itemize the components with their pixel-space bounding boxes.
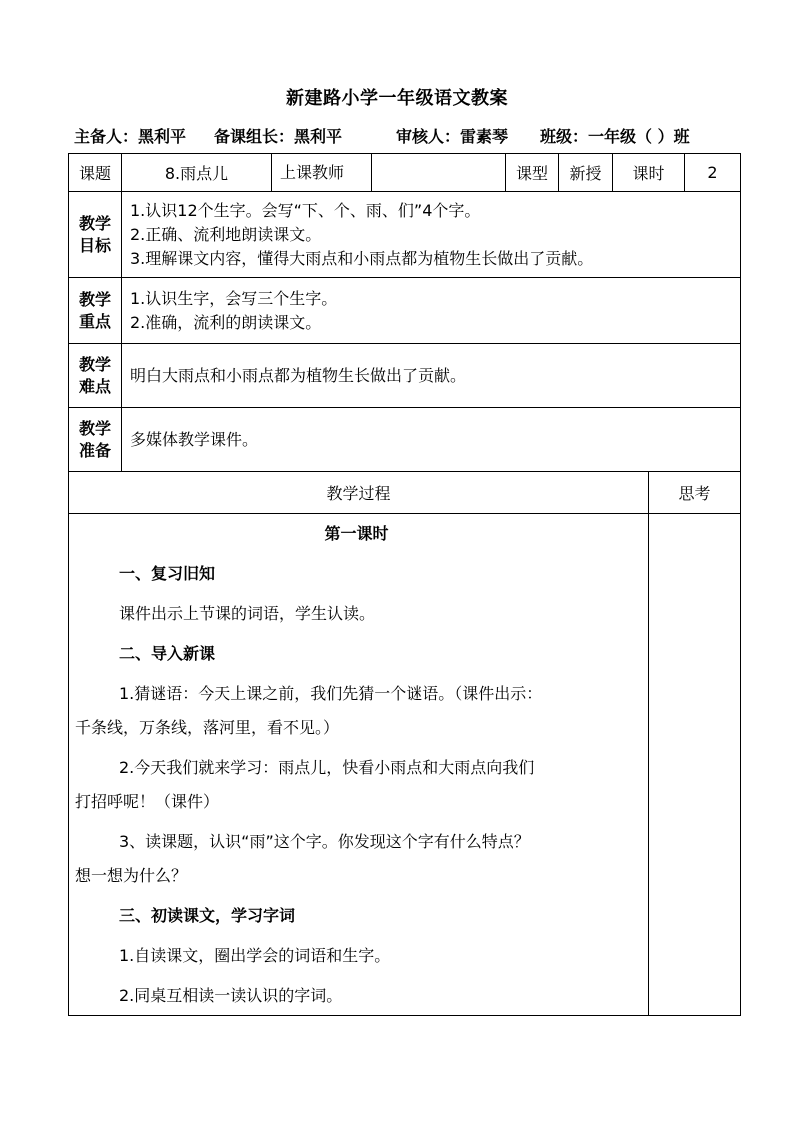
topic-value: 8.雨点儿 [122, 154, 272, 192]
preparation-content: 多媒体教学课件。 [122, 408, 741, 472]
objectives-row [69, 192, 741, 278]
intro-line-2: 打招呼呢！（课件） [75, 792, 220, 811]
reviewer: 审核人：雷素琴 [396, 127, 509, 146]
document-title: 新建路小学一年级语文教案 [286, 88, 508, 109]
process-header: 教学过程 [69, 472, 649, 514]
teacher-label: 上课教师 [272, 154, 372, 192]
reading-step-2: 2.同桌互相读一读认识的字词。 [119, 986, 343, 1005]
objectives-label: 教学 目标 [69, 192, 122, 278]
topic-label: 课题 [69, 154, 122, 192]
riddle-line-1: 1.猜谜语：今天上课之前，我们先猜一个谜语。（课件出示： [119, 684, 543, 703]
process-header-row [69, 472, 741, 514]
hours-value: 2 [685, 154, 741, 192]
group-leader: 备课组长：黑利平 [214, 127, 343, 146]
reflection-header: 思考 [649, 472, 741, 514]
key-points-row [69, 278, 741, 344]
difficulties-row [69, 344, 741, 408]
header-row [69, 154, 741, 192]
lesson-plan-table [68, 153, 741, 1016]
preparation-row [69, 408, 741, 472]
class-info: 班级：一年级（ ）班 [540, 127, 690, 146]
topic-line-1: 3、读课题，认识“雨”这个字。你发现这个字有什么特点？ [119, 832, 530, 851]
type-label: 课型 [506, 154, 559, 192]
type-value: 新授 [559, 154, 613, 192]
section-review-text: 课件出示上节课的词语，学生认读。 [119, 604, 376, 623]
key-points-content: 1.认识生字，会写三个生字。 2.准确，流利的朗读课文。 [122, 278, 741, 344]
key-points-label: 教学 重点 [69, 278, 122, 344]
lesson-title: 第一课时 [324, 524, 389, 543]
section-review-title: 一、复习旧知 [119, 564, 216, 583]
intro-line-1: 2.今天我们就来学习：雨点儿，快看小雨点和大雨点向我们 [119, 758, 535, 777]
objectives-content: 1.认识12个生字。会写“下、个、雨、们”4个字。 2.正确、流利地朗读课文。 3.理解课文内容，懂得大雨点和小雨点都为植物生长做出了贡献。 [122, 192, 741, 278]
topic-line-2: 想一想为什么？ [75, 866, 188, 885]
riddle-line-2: 千条线，万条线，落河里，看不见。） [75, 718, 340, 737]
section-reading-title: 三、初读课文，学习字词 [119, 906, 296, 925]
difficulties-label: 教学 难点 [69, 344, 122, 408]
preparation-label: 教学 准备 [69, 408, 122, 472]
process-content [69, 514, 649, 1016]
teacher-value [372, 154, 506, 192]
preparer: 主备人：黑利平 [74, 127, 187, 146]
section-intro-title: 二、导入新课 [119, 644, 216, 663]
difficulties-content: 明白大雨点和小雨点都为植物生长做出了贡献。 [122, 344, 741, 408]
reading-step-1: 1.自读课文，圈出学会的词语和生字。 [119, 946, 391, 965]
reflection-content [649, 514, 741, 1016]
hours-label: 课时 [613, 154, 685, 192]
process-body-row [69, 514, 741, 1016]
